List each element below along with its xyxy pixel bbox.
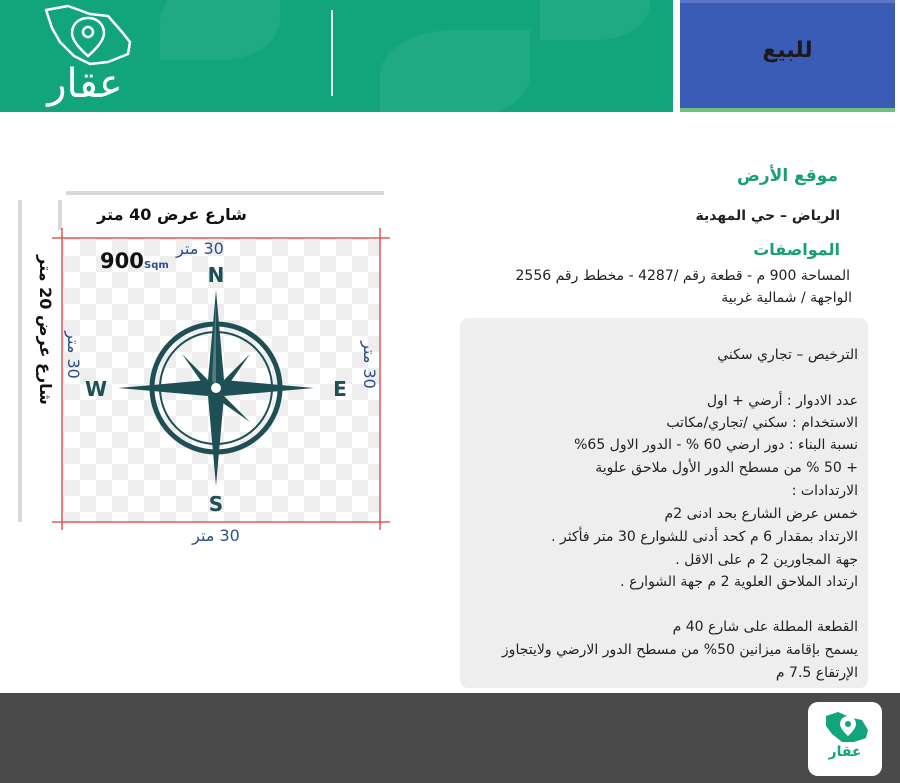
footer-logo-button[interactable] — [808, 702, 882, 776]
top-street-label: شارع عرض 40 متر — [97, 205, 247, 224]
setbacks-heading: الارتدادات : — [791, 483, 858, 499]
footer-bar — [0, 693, 900, 783]
dimension-right: 30 متر — [360, 341, 379, 389]
floors-line: عدد الادوار : أرضي + اول — [706, 393, 858, 409]
for-sale-label: للبيع — [762, 38, 813, 63]
dimension-bottom: 30 متر — [192, 526, 240, 545]
for-sale-banner — [680, 0, 895, 108]
location-heading: موقع الأرض — [737, 166, 838, 186]
dimension-left: 30 متر — [64, 331, 83, 379]
corner-edge — [58, 200, 62, 230]
setback-line: ارتداد الملاحق العلوية 2 م جهة الشوارع . — [620, 574, 858, 590]
license-line: الترخيص – تجاري سكني — [717, 347, 858, 363]
mezzanine-line: يسمح بإقامة ميزانين 50% من مسطح الدور الارضي ولايتجاوز — [501, 642, 858, 658]
compass-south-label: S — [208, 492, 224, 516]
plot-diagram — [0, 0, 420, 560]
annex-line: + 50 % من مسطح الدور الأول ملاحق علوية — [595, 460, 858, 476]
setback-line: الارتداد بمقدار 6 م كحد أدنى للشوارع 30 متر فأكثر . — [551, 529, 858, 545]
height-line: الإرتفاع 7.5 م — [775, 665, 858, 681]
street-note-line: القطعة المطلة على شارع 40 م — [672, 619, 858, 635]
decorative-leaf — [540, 0, 650, 40]
specs-heading: المواصفات — [753, 240, 840, 259]
banner-bottom-stripe — [680, 108, 895, 112]
location-text: الرياض – حي المهدية — [695, 208, 840, 224]
footer-brand-text: عقار — [828, 744, 862, 760]
top-street-edge — [66, 191, 384, 195]
usage-line: الاستخدام : سكني /تجاري/مكاتب — [666, 415, 858, 431]
spec-line: الواجهة / شمالية غربية — [721, 290, 852, 306]
banner-top-stripe — [680, 0, 895, 3]
compass-west-label: W — [84, 377, 108, 401]
spec-line: المساحة 900 م - قطعة رقم /4287 - مخطط رقم 2556 — [515, 268, 850, 284]
brand-logo-text: عقار — [47, 61, 123, 107]
saudi-map-pin-icon — [808, 702, 882, 748]
area-unit: Sqm — [144, 260, 169, 271]
setback-line: خمس عرض الشارع بحد ادنى 2م — [664, 506, 858, 522]
specifications-box — [460, 318, 868, 688]
compass-east-label: E — [333, 377, 347, 401]
area-value: 900 — [100, 249, 144, 273]
left-street-label: شارع عرض 20 متر — [36, 255, 55, 405]
compass-north-label: N — [207, 263, 225, 287]
dimension-top: 30 متر — [176, 239, 224, 258]
left-street-edge — [18, 200, 22, 522]
setback-line: جهة المجاورين 2 م على الاقل . — [675, 552, 858, 568]
building-ratio-line: نسبة البناء : دور ارضي 60 % - الدور الاول 65% — [574, 437, 858, 453]
